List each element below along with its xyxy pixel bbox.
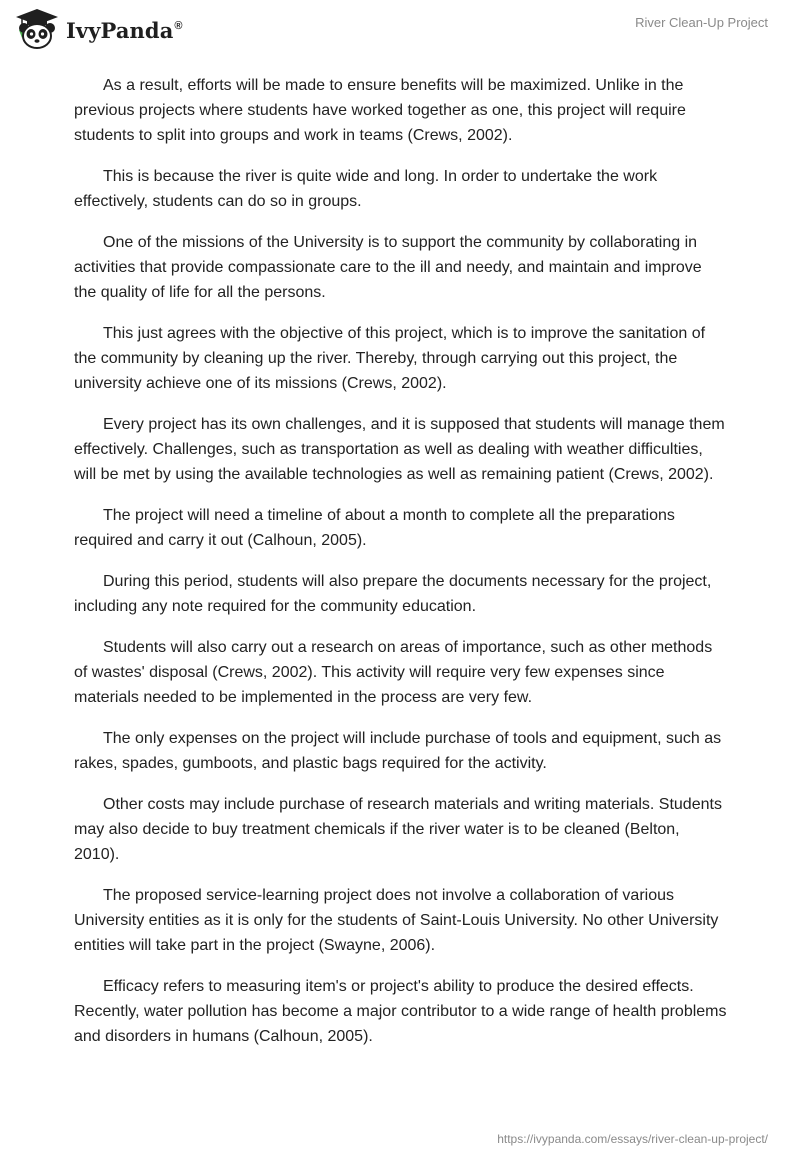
paragraph: The project will need a timeline of about a month to complete all the preparations required and carry it out (Calhoun, 2005). — [74, 507, 675, 549]
paragraph: Every project has its own challenges, and it is supposed that students will manage them effectively. Challenges, such as transportation as well as dealing with weather difficulties, will be met by using the available technologies as well as remaining patient (Crews, 2002). — [74, 416, 725, 483]
registered-mark: ® — [174, 19, 183, 32]
document-title: River Clean-Up Project — [635, 15, 768, 30]
paragraph: The only expenses on the project will include purchase of tools and equipment, such as rakes, spades, gumboots, and plastic bags required for the activity. — [74, 730, 722, 772]
page-header — [0, 0, 800, 60]
paragraph: This just agrees with the objective of this project, which is to improve the sanitation of the community by cleaning up the river. Thereby, through carrying out this project, the university achieve one of its missions (Crews, 2002). — [74, 325, 706, 392]
paragraph: Students will also carry out a research on areas of importance, such as other methods of wastes' disposal (Crews, 2002). This activity will require very few expenses since materials needed to be implemented in the process are very few. — [74, 639, 713, 706]
brand-logo[interactable] — [14, 8, 183, 50]
paragraph: Efficacy refers to measuring item's or project's ability to produce the desired effects. Recently, water pollution has become a major contributor to a wide range of health problems and disorders in humans (Calhoun, 2005). — [74, 978, 727, 1045]
paragraph: One of the missions of the University is to support the community by collaborating in activities that provide compassionate care to the ill and needy, and maintain and improve the quality of life for all the persons. — [74, 234, 702, 301]
essay-body — [74, 73, 728, 1065]
paragraph: During this period, students will also prepare the documents necessary for the project, including any note required for the community education. — [74, 573, 712, 615]
brand-name — [66, 18, 183, 43]
paragraph: As a result, efforts will be made to ensure benefits will be maximized. Unlike in the previous projects where students have worked together as one, this project will require students to split into groups and work in teams (Crews, 2002). — [74, 77, 686, 144]
paragraph: The proposed service-learning project does not involve a collaboration of various University entities as it is only for the students of Saint-Louis University. No other University entities will take part in the project (Swayne, 2006). — [74, 887, 719, 954]
source-url[interactable]: https://ivypanda.com/essays/river-clean-up-project/ — [497, 1132, 768, 1146]
paragraph: This is because the river is quite wide and long. In order to undertake the work effectively, students can do so in groups. — [74, 168, 658, 210]
brand-name-text: IvyPanda — [66, 17, 174, 43]
paragraph: Other costs may include purchase of research materials and writing materials. Students may also decide to buy treatment chemicals if the river water is to be cleaned (Belton, 2010). — [74, 796, 722, 863]
panda-graduate-icon — [14, 8, 60, 50]
